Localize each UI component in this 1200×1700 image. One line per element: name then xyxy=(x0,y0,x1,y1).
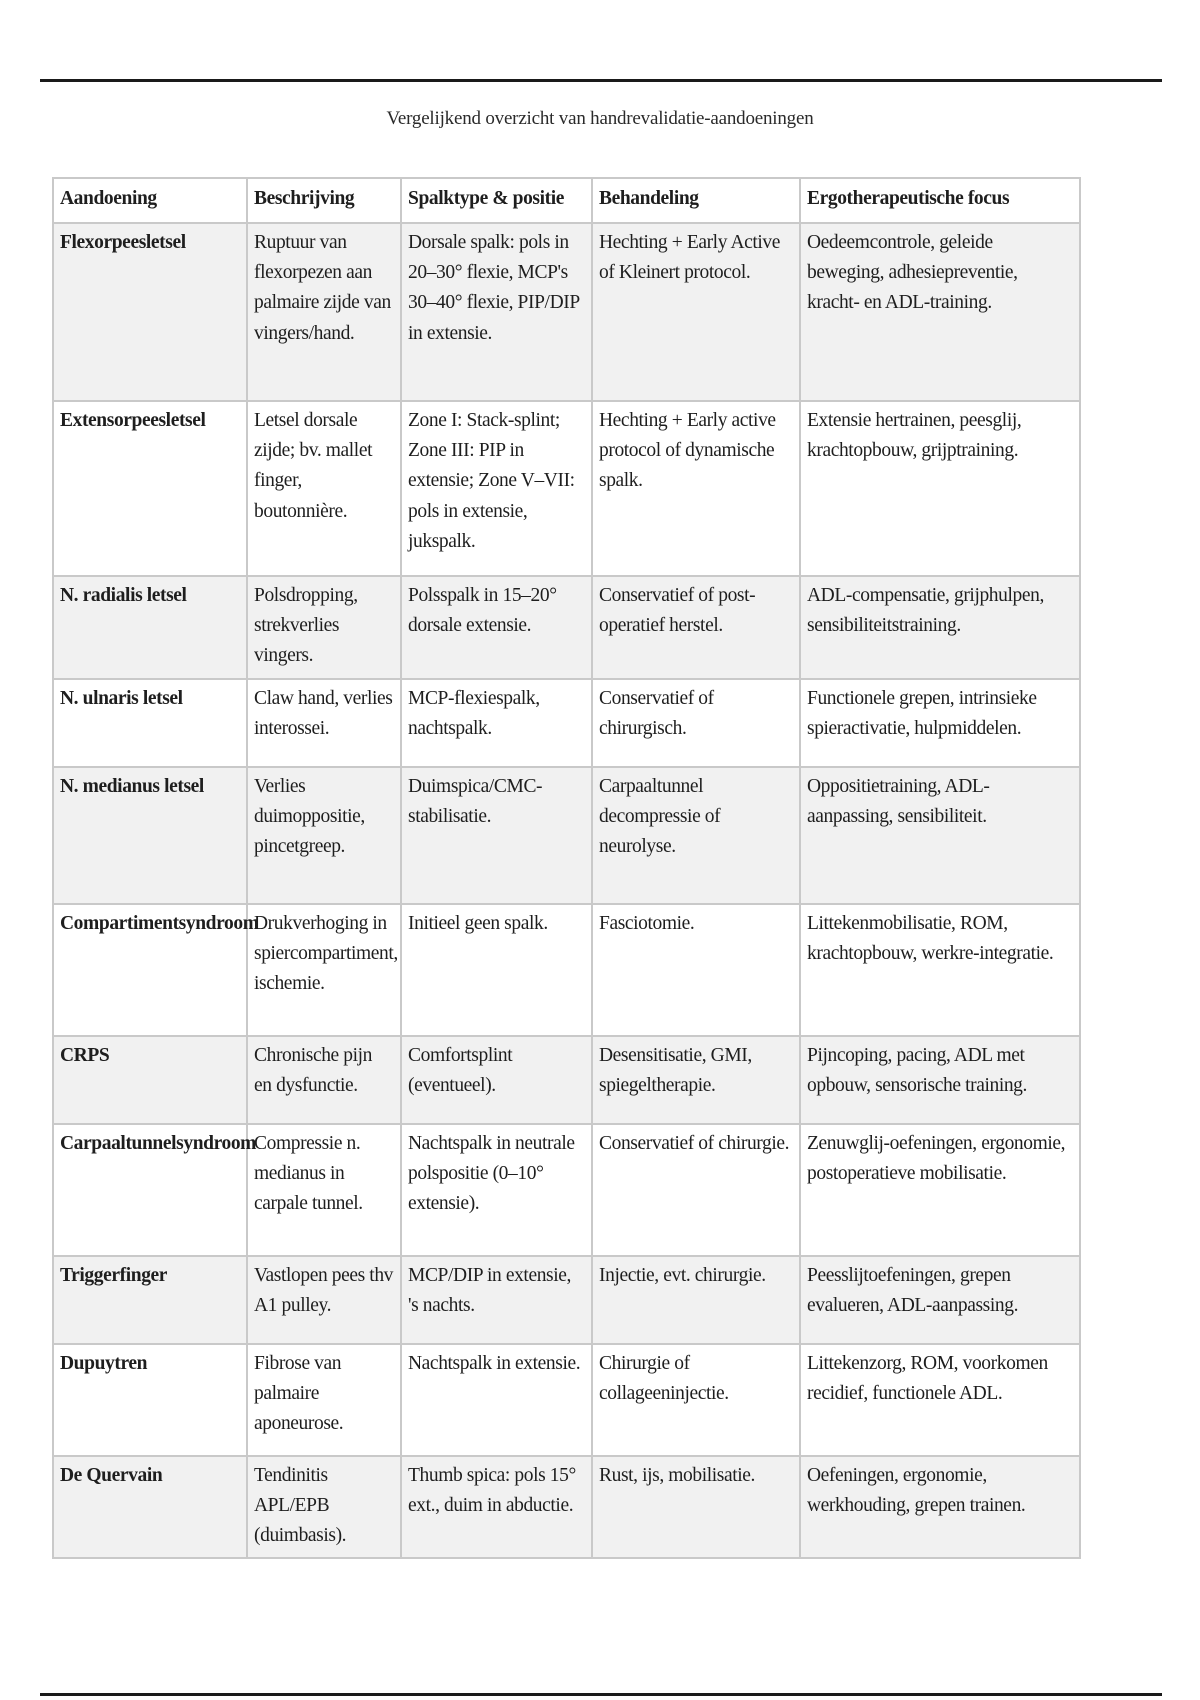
table-row xyxy=(53,1124,1080,1256)
cell-spalktype: Zone I: Stack-splint; Zone III: PIP in extensie; Zone V–VII: pols in extensie, jukspalk. xyxy=(401,401,592,576)
cell-behandeling: Rust, ijs, mobilisatie. xyxy=(592,1456,800,1559)
cell-focus: Oefeningen, ergonomie, werkhouding, grepen trainen. xyxy=(800,1456,1080,1559)
cell-focus: Oppositietraining, ADL-aanpassing, sensibiliteit. xyxy=(800,767,1080,904)
cell-behandeling: Injectie, evt. chirurgie. xyxy=(592,1256,800,1344)
cell-spalktype: Comfortsplint (eventueel). xyxy=(401,1036,592,1124)
cell-beschrijving: Chronische pijn en dysfunctie. xyxy=(247,1036,401,1124)
column-header-beschrijving: Beschrijving xyxy=(247,178,401,223)
cell-aandoening: Dupuytren xyxy=(53,1344,247,1456)
cell-beschrijving: Letsel dorsale zijde; bv. mallet finger, boutonnière. xyxy=(247,401,401,576)
cell-behandeling: Chirurgie of collageeninjectie. xyxy=(592,1344,800,1456)
table-row xyxy=(53,576,1080,679)
cell-spalktype: Dorsale spalk: pols in 20–30° flexie, MCP's 30–40° flexie, PIP/DIP in extensie. xyxy=(401,223,592,401)
cell-behandeling: Conservatief of chirurgie. xyxy=(592,1124,800,1256)
cell-focus: Extensie hertrainen, peesglij, krachtopbouw, grijptraining. xyxy=(800,401,1080,576)
cell-spalktype: Thumb spica: pols 15° ext., duim in abductie. xyxy=(401,1456,592,1559)
cell-focus: Pijncoping, pacing, ADL met opbouw, sensorische training. xyxy=(800,1036,1080,1124)
cell-behandeling: Desensitisatie, GMI, spiegeltherapie. xyxy=(592,1036,800,1124)
cell-focus: ADL-compensatie, grijphulpen, sensibiliteitstraining. xyxy=(800,576,1080,679)
table-row xyxy=(53,1344,1080,1456)
cell-focus: Littekenmobilisatie, ROM, krachtopbouw, werkre-integratie. xyxy=(800,904,1080,1036)
cell-behandeling: Hechting + Early active protocol of dynamische spalk. xyxy=(592,401,800,576)
column-header-ergotherapeutische-focus: Ergotherapeutische focus xyxy=(800,178,1080,223)
cell-focus: Functionele grepen, intrinsieke spieractivatie, hulpmiddelen. xyxy=(800,679,1080,767)
cell-behandeling: Conservatief of post-operatief herstel. xyxy=(592,576,800,679)
table-row xyxy=(53,767,1080,904)
column-header-spalktype: Spalktype & positie xyxy=(401,178,592,223)
top-rule xyxy=(40,79,1162,82)
cell-beschrijving: Vastlopen pees thv A1 pulley. xyxy=(247,1256,401,1344)
cell-aandoening: N. radialis letsel xyxy=(53,576,247,679)
cell-beschrijving: Drukverhoging in spiercompartiment, ischemie. xyxy=(247,904,401,1036)
cell-spalktype: Initieel geen spalk. xyxy=(401,904,592,1036)
cell-behandeling: Hechting + Early Active of Kleinert protocol. xyxy=(592,223,800,401)
bottom-rule xyxy=(40,1693,1162,1696)
cell-beschrijving: Fibrose van palmaire aponeurose. xyxy=(247,1344,401,1456)
cell-aandoening: CRPS xyxy=(53,1036,247,1124)
cell-aandoening: Compartimentsyndroom xyxy=(53,904,247,1036)
cell-beschrijving: Ruptuur van flexorpezen aan palmaire zijde van vingers/hand. xyxy=(247,223,401,401)
cell-aandoening: Extensorpeesletsel xyxy=(53,401,247,576)
cell-aandoening: De Quervain xyxy=(53,1456,247,1559)
column-header-behandeling: Behandeling xyxy=(592,178,800,223)
cell-focus: Oedeemcontrole, geleide beweging, adhesiepreventie, kracht- en ADL-training. xyxy=(800,223,1080,401)
cell-focus: Peesslijtoefeningen, grepen evalueren, ADL-aanpassing. xyxy=(800,1256,1080,1344)
table-row xyxy=(53,1456,1080,1559)
table-header-row xyxy=(53,178,1080,223)
cell-aandoening: N. ulnaris letsel xyxy=(53,679,247,767)
cell-beschrijving: Verlies duimoppositie, pincetgreep. xyxy=(247,767,401,904)
cell-focus: Zenuwglij-oefeningen, ergonomie, postoperatieve mobilisatie. xyxy=(800,1124,1080,1256)
document-title: Vergelijkend overzicht van handrevalidatie-aandoeningen xyxy=(386,108,814,129)
cell-spalktype: Nachtspalk in extensie. xyxy=(401,1344,592,1456)
table-row xyxy=(53,679,1080,767)
cell-behandeling: Conservatief of chirurgisch. xyxy=(592,679,800,767)
cell-aandoening: Flexorpeesletsel xyxy=(53,223,247,401)
cell-beschrijving: Tendinitis APL/EPB (duimbasis). xyxy=(247,1456,401,1559)
cell-beschrijving: Claw hand, verlies interossei. xyxy=(247,679,401,767)
cell-spalktype: MCP/DIP in extensie, 's nachts. xyxy=(401,1256,592,1344)
cell-aandoening: Carpaaltunnelsyndroom xyxy=(53,1124,247,1256)
comparison-table xyxy=(52,177,1081,1559)
cell-beschrijving: Polsdropping, strekverlies vingers. xyxy=(247,576,401,679)
table-row xyxy=(53,1036,1080,1124)
cell-aandoening: Triggerfinger xyxy=(53,1256,247,1344)
cell-aandoening: N. medianus letsel xyxy=(53,767,247,904)
cell-behandeling: Carpaaltunnel decompressie of neurolyse. xyxy=(592,767,800,904)
cell-spalktype: Duimspica/CMC-stabilisatie. xyxy=(401,767,592,904)
cell-beschrijving: Compressie n. medianus in carpale tunnel. xyxy=(247,1124,401,1256)
cell-behandeling: Fasciotomie. xyxy=(592,904,800,1036)
cell-spalktype: Nachtspalk in neutrale polspositie (0–10° extensie). xyxy=(401,1124,592,1256)
table-row xyxy=(53,904,1080,1036)
table-row xyxy=(53,223,1080,401)
table-row xyxy=(53,401,1080,576)
cell-spalktype: MCP-flexiespalk, nachtspalk. xyxy=(401,679,592,767)
column-header-aandoening: Aandoening xyxy=(53,178,247,223)
cell-spalktype: Polsspalk in 15–20° dorsale extensie. xyxy=(401,576,592,679)
table-row xyxy=(53,1256,1080,1344)
cell-focus: Littekenzorg, ROM, voorkomen recidief, functionele ADL. xyxy=(800,1344,1080,1456)
